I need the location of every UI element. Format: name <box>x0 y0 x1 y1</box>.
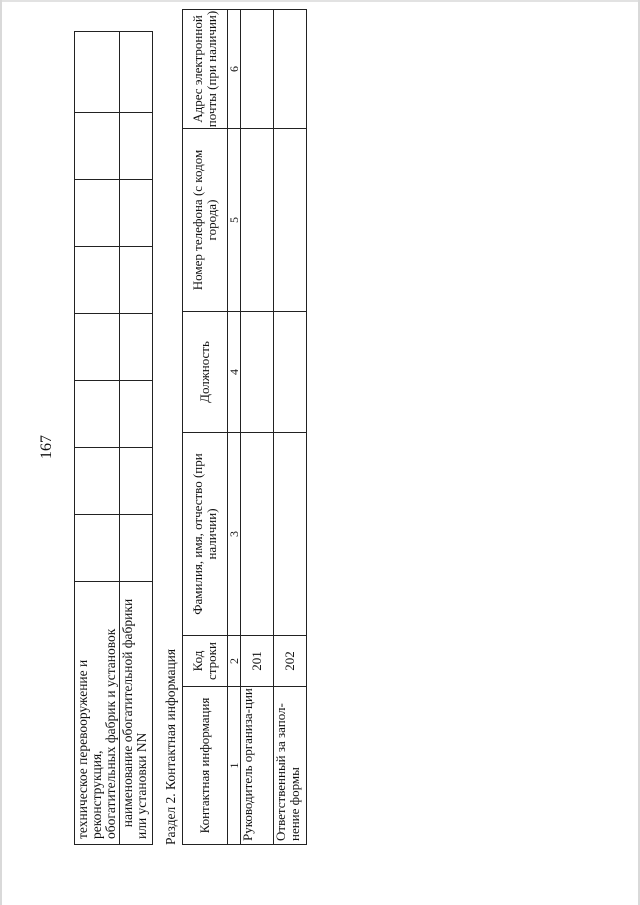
facility-table <box>74 31 153 845</box>
column-number: 2 <box>228 636 241 687</box>
column-number: 4 <box>228 312 241 433</box>
facility-row2-label <box>120 582 153 845</box>
facility-cell <box>120 448 153 515</box>
row-code: 202 <box>274 636 307 687</box>
phone-cell[interactable] <box>274 129 307 312</box>
facility-cell <box>120 247 153 314</box>
row-label: Руководитель организа-ции <box>241 687 274 845</box>
header-email: Адрес электронной почты (при наличии) <box>183 10 228 129</box>
facility-cell <box>75 32 120 113</box>
facility-row1-label <box>75 582 120 845</box>
position-cell[interactable] <box>241 312 274 433</box>
contact-header-row <box>183 10 228 845</box>
facility-cell <box>120 180 153 247</box>
column-number: 5 <box>228 129 241 312</box>
facility-cell <box>120 381 153 448</box>
facility-cell <box>75 180 120 247</box>
facility-cell <box>75 247 120 314</box>
email-cell[interactable] <box>241 10 274 129</box>
facility-cell <box>120 314 153 381</box>
facility-cell <box>120 32 153 113</box>
name-cell[interactable] <box>241 433 274 636</box>
page-number: 167 <box>38 435 55 459</box>
column-number: 1 <box>228 687 241 845</box>
header-name: Фамилия, имя, отчество (при наличии) <box>183 433 228 636</box>
email-cell[interactable] <box>274 10 307 129</box>
facility-cell <box>120 515 153 582</box>
facility-cell <box>120 113 153 180</box>
facility-cell <box>75 515 120 582</box>
facility-table-row <box>75 32 120 845</box>
facility-cell <box>75 448 120 515</box>
facility-row2-label-line2: или установки NN <box>134 732 149 839</box>
facility-row1-label-line2: обогатительных фабрик и установок <box>103 628 118 839</box>
name-cell[interactable] <box>274 433 307 636</box>
facility-row1-label-line1: техническое перевооружение и реконструкция, <box>75 659 104 839</box>
row-code: 201 <box>241 636 274 687</box>
table-row <box>274 10 307 845</box>
section-title: Раздел 2. Контактная информация <box>163 648 178 845</box>
facility-cell <box>75 113 120 180</box>
position-cell[interactable] <box>274 312 307 433</box>
contact-table <box>182 9 307 845</box>
header-phone: Номер телефона (с кодом города) <box>183 129 228 312</box>
column-number: 3 <box>228 433 241 636</box>
row-label: Ответственный за запол-нение формы <box>274 687 307 845</box>
facility-cell <box>75 314 120 381</box>
header-code: Код строки <box>183 636 228 687</box>
facility-row2-label-line1: наименование обогатительной фабрики <box>120 598 135 828</box>
table-row <box>241 10 274 845</box>
facility-cell <box>75 381 120 448</box>
column-number: 6 <box>228 10 241 129</box>
column-number-row <box>228 10 241 845</box>
header-position: Должность <box>183 312 228 433</box>
header-contact: Контактная информация <box>183 687 228 845</box>
facility-table-row <box>120 32 153 845</box>
phone-cell[interactable] <box>241 129 274 312</box>
